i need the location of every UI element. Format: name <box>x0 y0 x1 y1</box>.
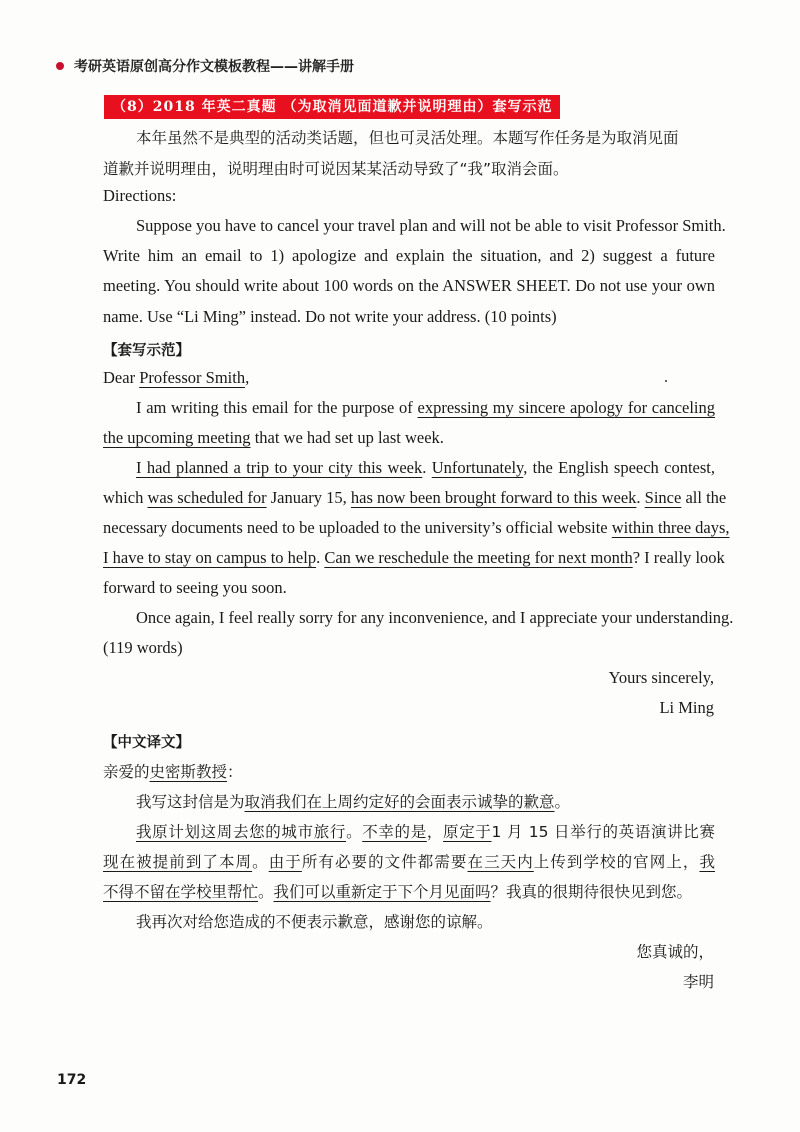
directions-line-4: name. Use “Li Ming” instead. Do not write your address. (10 points) <box>103 307 557 326</box>
letter-p2-line-2: which was scheduled for January 15, has now been brought forward to this week. Since all the <box>103 488 727 507</box>
translation-p2-line-1: 我原计划这周去您的城市旅行。不幸的是，原定于1 月 15 日举行的英语演讲比赛 <box>136 823 715 841</box>
translation-signature: 李明 <box>682 973 714 991</box>
letter-p2-line-4: I have to stay on campus to help. Can we reschedule the meeting for next month? I really look <box>103 548 725 567</box>
running-header <box>56 56 354 76</box>
directions-line-3: meeting. You should write about 100 words on the ANSWER SHEET. Do not use your own <box>103 276 715 295</box>
letter-signature: Li Ming <box>659 698 714 717</box>
letter-p1-line-2: the upcoming meeting that we had set up last week. <box>103 428 444 447</box>
letter-closing: Yours sincerely, <box>608 668 714 687</box>
stray-dot <box>665 380 667 382</box>
letter-p2-line-5: forward to seeing you soon. <box>103 578 287 597</box>
letter-salutation: Dear Professor Smith, <box>103 368 250 387</box>
header-title: 考研英语原创高分作文模板教程——讲解手册 <box>74 59 354 75</box>
page-number: 172 <box>57 1072 87 1088</box>
bullet-dot-icon <box>56 62 64 70</box>
letter-p1-line-1: I am writing this email for the purpose of expressing my sincere apology for canceling <box>136 398 716 417</box>
letter-p2-line-3: necessary documents need to be uploaded to the university’s official website within three days, <box>103 518 730 537</box>
intro-line-2: 道歉并说明理由，说明理由时可说因某某活动导致了“我”取消会面。 <box>103 160 569 178</box>
translation-p2-line-2: 现在被提前到了本周。由于所有必要的文件都需要在三天内上传到学校的官网上，我 <box>103 853 715 871</box>
intro-line-1: 本年虽然不是典型的活动类话题，但也可灵活处理。本题写作任务是为取消见面 <box>136 129 679 147</box>
directions-line-2: Write him an email to 1) apologize and explain the situation, and 2) suggest a future <box>103 246 715 265</box>
directions-label: Directions: <box>103 186 177 205</box>
translation-p1: 我写这封信是为取消我们在上周约定好的会面表示诚挚的歉意。 <box>136 793 571 811</box>
translation-p2-line-3: 不得不留在学校里帮忙。我们可以重新定于下个月见面吗？我真的很期待很快见到您。 <box>103 883 693 901</box>
letter-p3-line-1: Once again, I feel really sorry for any inconvenience, and I appreciate your understanding. <box>136 608 734 627</box>
section-banner: （8）2018 年英二真题 （为取消见面道歉并说明理由）套写示范 <box>104 95 560 119</box>
translation-salutation: 亲爱的史密斯教授： <box>103 763 243 781</box>
sample-label: 【套写示范】 <box>103 343 190 359</box>
directions-line-1: Suppose you have to cancel your travel plan and will not be able to visit Professor Smith. <box>136 216 726 235</box>
translation-label: 【中文译文】 <box>103 735 190 751</box>
translation-closing: 您真诚的， <box>636 943 714 961</box>
translation-p3: 我再次对给您造成的不便表示歉意，感谢您的谅解。 <box>136 913 493 931</box>
letter-p2-line-1: I had planned a trip to your city this week. Unfortunately, the English speech contest, <box>136 458 716 477</box>
letter-p3-line-2: (119 words) <box>103 638 183 657</box>
